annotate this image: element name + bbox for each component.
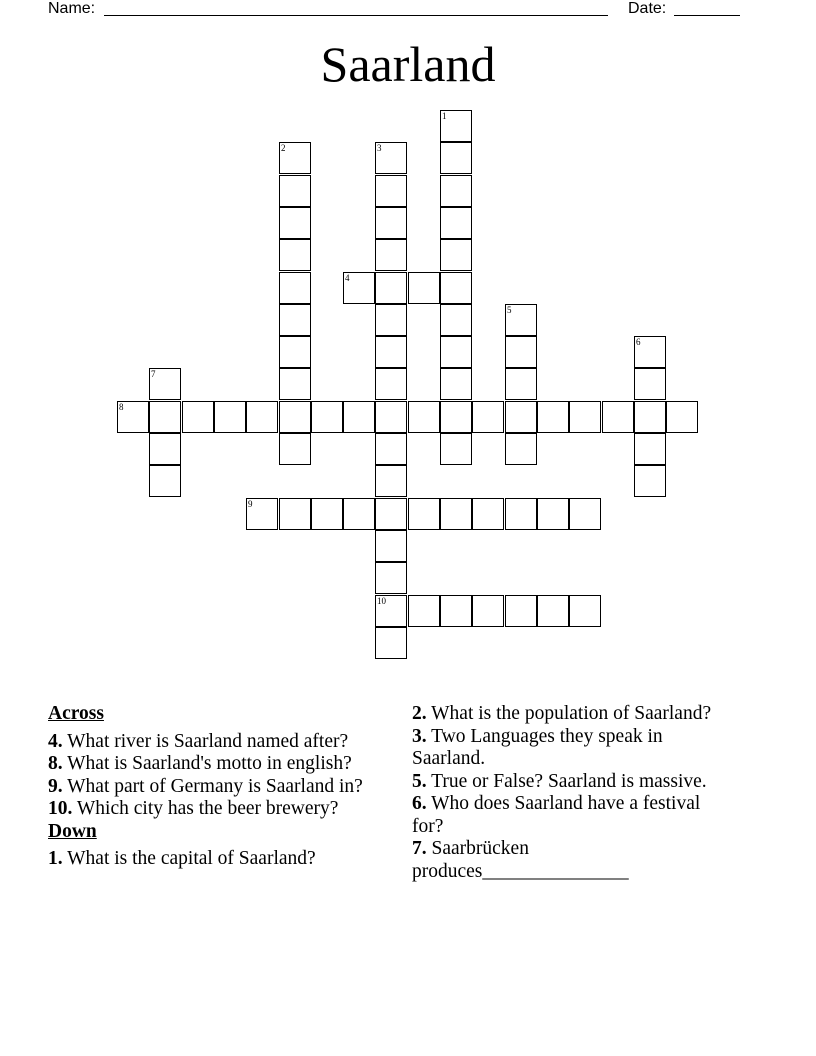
grid-cell[interactable] (311, 401, 343, 433)
down-heading: Down (48, 820, 97, 842)
grid-cell[interactable] (375, 175, 407, 207)
cell-number: 5 (507, 305, 512, 315)
grid-cell[interactable] (505, 401, 537, 433)
clue-number: 7. (412, 838, 427, 859)
grid-cell[interactable] (440, 368, 472, 400)
grid-cell[interactable] (311, 498, 343, 530)
grid-cell[interactable] (634, 368, 666, 400)
clue-number: 10. (48, 798, 73, 819)
grid-cell[interactable] (472, 595, 504, 627)
grid-cell[interactable] (375, 272, 407, 304)
grid-cell[interactable] (279, 433, 311, 465)
clue-across-10 (48, 798, 393, 821)
grid-cell[interactable] (408, 272, 440, 304)
clue-number: 4. (48, 730, 63, 752)
grid-cell[interactable] (505, 433, 537, 465)
clue-number: 2. (412, 703, 427, 724)
grid-cell[interactable] (279, 498, 311, 530)
grid-cell[interactable] (279, 304, 311, 336)
grid-cell[interactable] (375, 595, 407, 627)
grid-cell[interactable] (408, 498, 440, 530)
cell-number: 4 (345, 273, 350, 283)
grid-cell[interactable] (343, 272, 375, 304)
grid-cell[interactable] (505, 336, 537, 368)
grid-cell[interactable] (537, 401, 569, 433)
grid-cell[interactable] (537, 595, 569, 627)
clue-number: 1. (48, 848, 63, 869)
grid-cell[interactable] (505, 304, 537, 336)
clue-text: True or False? Saarland is massive. (431, 770, 707, 792)
grid-cell[interactable] (149, 368, 181, 400)
date-label: Date: (628, 0, 667, 17)
clue-down-1 (48, 848, 393, 871)
grid-cell[interactable] (666, 401, 698, 433)
grid-cell[interactable] (246, 498, 278, 530)
grid-cell[interactable] (505, 498, 537, 530)
grid-cell[interactable] (634, 465, 666, 497)
clue-down-7 (412, 838, 722, 883)
grid-cell[interactable] (279, 401, 311, 433)
grid-cell[interactable] (440, 175, 472, 207)
cell-number: 9 (248, 499, 253, 509)
clue-text: Which city has the beer brewery? (76, 798, 339, 819)
grid-cell[interactable] (440, 239, 472, 271)
clue-number: 8. (48, 753, 63, 774)
clue-down-6 (412, 793, 722, 838)
grid-cell[interactable] (279, 142, 311, 174)
grid-cell[interactable] (569, 401, 601, 433)
grid-cell[interactable] (634, 336, 666, 368)
clue-text: Who does Saarland have a festival for? (412, 793, 701, 837)
grid-cell[interactable] (440, 207, 472, 239)
cell-number: 6 (636, 337, 641, 347)
grid-cell[interactable] (375, 562, 407, 594)
clue-down-3 (412, 726, 722, 771)
grid-cell[interactable] (472, 401, 504, 433)
cell-number: 3 (377, 143, 382, 153)
grid-cell[interactable] (408, 401, 440, 433)
clue-number: 9. (48, 775, 63, 797)
grid-cell[interactable] (602, 401, 634, 433)
grid-cell[interactable] (375, 239, 407, 271)
cell-number: 8 (119, 402, 124, 412)
grid-cell[interactable] (375, 368, 407, 400)
cell-number: 10 (377, 596, 386, 606)
grid-cell[interactable] (149, 433, 181, 465)
grid-cell[interactable] (375, 304, 407, 336)
grid-cell[interactable] (537, 498, 569, 530)
grid-cell[interactable] (375, 401, 407, 433)
clue-number: 6. (412, 793, 427, 814)
grid-cell[interactable] (279, 207, 311, 239)
grid-cell[interactable] (634, 401, 666, 433)
cell-number: 2 (281, 143, 286, 153)
grid-cell[interactable] (634, 433, 666, 465)
clue-text: What part of Germany is Saarland in? (67, 775, 363, 797)
grid-cell[interactable] (375, 465, 407, 497)
puzzle-title: Saarland (320, 36, 496, 92)
grid-cell[interactable] (279, 368, 311, 400)
grid-cell[interactable] (569, 595, 601, 627)
clue-down-2 (412, 703, 722, 726)
clue-down-5 (412, 771, 722, 794)
clue-across-9 (48, 776, 393, 799)
grid-cell[interactable] (440, 272, 472, 304)
grid-cell[interactable] (375, 627, 407, 659)
grid-cell[interactable] (375, 530, 407, 562)
cell-number: 7 (151, 369, 156, 379)
grid-cell[interactable] (505, 595, 537, 627)
grid-cell[interactable] (149, 401, 181, 433)
grid-cell[interactable] (375, 336, 407, 368)
cell-number: 1 (442, 111, 447, 121)
grid-cell[interactable] (472, 498, 504, 530)
grid-cell[interactable] (440, 336, 472, 368)
clue-text: What is the population of Saarland? (431, 703, 712, 724)
grid-cell[interactable] (343, 401, 375, 433)
grid-cell[interactable] (279, 272, 311, 304)
grid-cell[interactable] (440, 595, 472, 627)
grid-cell[interactable] (246, 401, 278, 433)
grid-cell[interactable] (375, 498, 407, 530)
clue-text: What is Saarland's motto in english? (67, 753, 352, 774)
grid-cell[interactable] (279, 239, 311, 271)
grid-cell[interactable] (440, 498, 472, 530)
clue-across-8 (48, 753, 393, 776)
across-heading: Across (48, 703, 104, 724)
grid-cell[interactable] (149, 465, 181, 497)
grid-cell[interactable] (375, 433, 407, 465)
grid-cell[interactable] (440, 142, 472, 174)
clue-number: 3. (412, 725, 427, 747)
grid-cell[interactable] (214, 401, 246, 433)
grid-cell[interactable] (375, 207, 407, 239)
grid-cell[interactable] (408, 595, 440, 627)
grid-cell[interactable] (440, 401, 472, 433)
clue-text: What is the capital of Saarland? (67, 848, 316, 869)
clue-text: Two Languages they speak in Saarland. (412, 725, 663, 769)
clues-left-column (48, 703, 393, 871)
grid-cell[interactable] (440, 110, 472, 142)
clues-right-column (412, 703, 722, 883)
clue-text: What river is Saarland named after? (67, 730, 349, 752)
grid-cell[interactable] (440, 304, 472, 336)
grid-cell[interactable] (279, 175, 311, 207)
grid-cell[interactable] (375, 142, 407, 174)
name-label: Name: (48, 0, 96, 17)
clue-number: 5. (412, 770, 427, 792)
clue-across-4 (48, 731, 393, 754)
grid-cell[interactable] (279, 336, 311, 368)
grid-cell[interactable] (440, 433, 472, 465)
grid-cell[interactable] (117, 401, 149, 433)
grid-cell[interactable] (182, 401, 214, 433)
grid-cell[interactable] (343, 498, 375, 530)
grid-cell[interactable] (569, 498, 601, 530)
grid-cell[interactable] (505, 368, 537, 400)
clue-text: Saarbrücken produces_______________ (412, 838, 629, 882)
